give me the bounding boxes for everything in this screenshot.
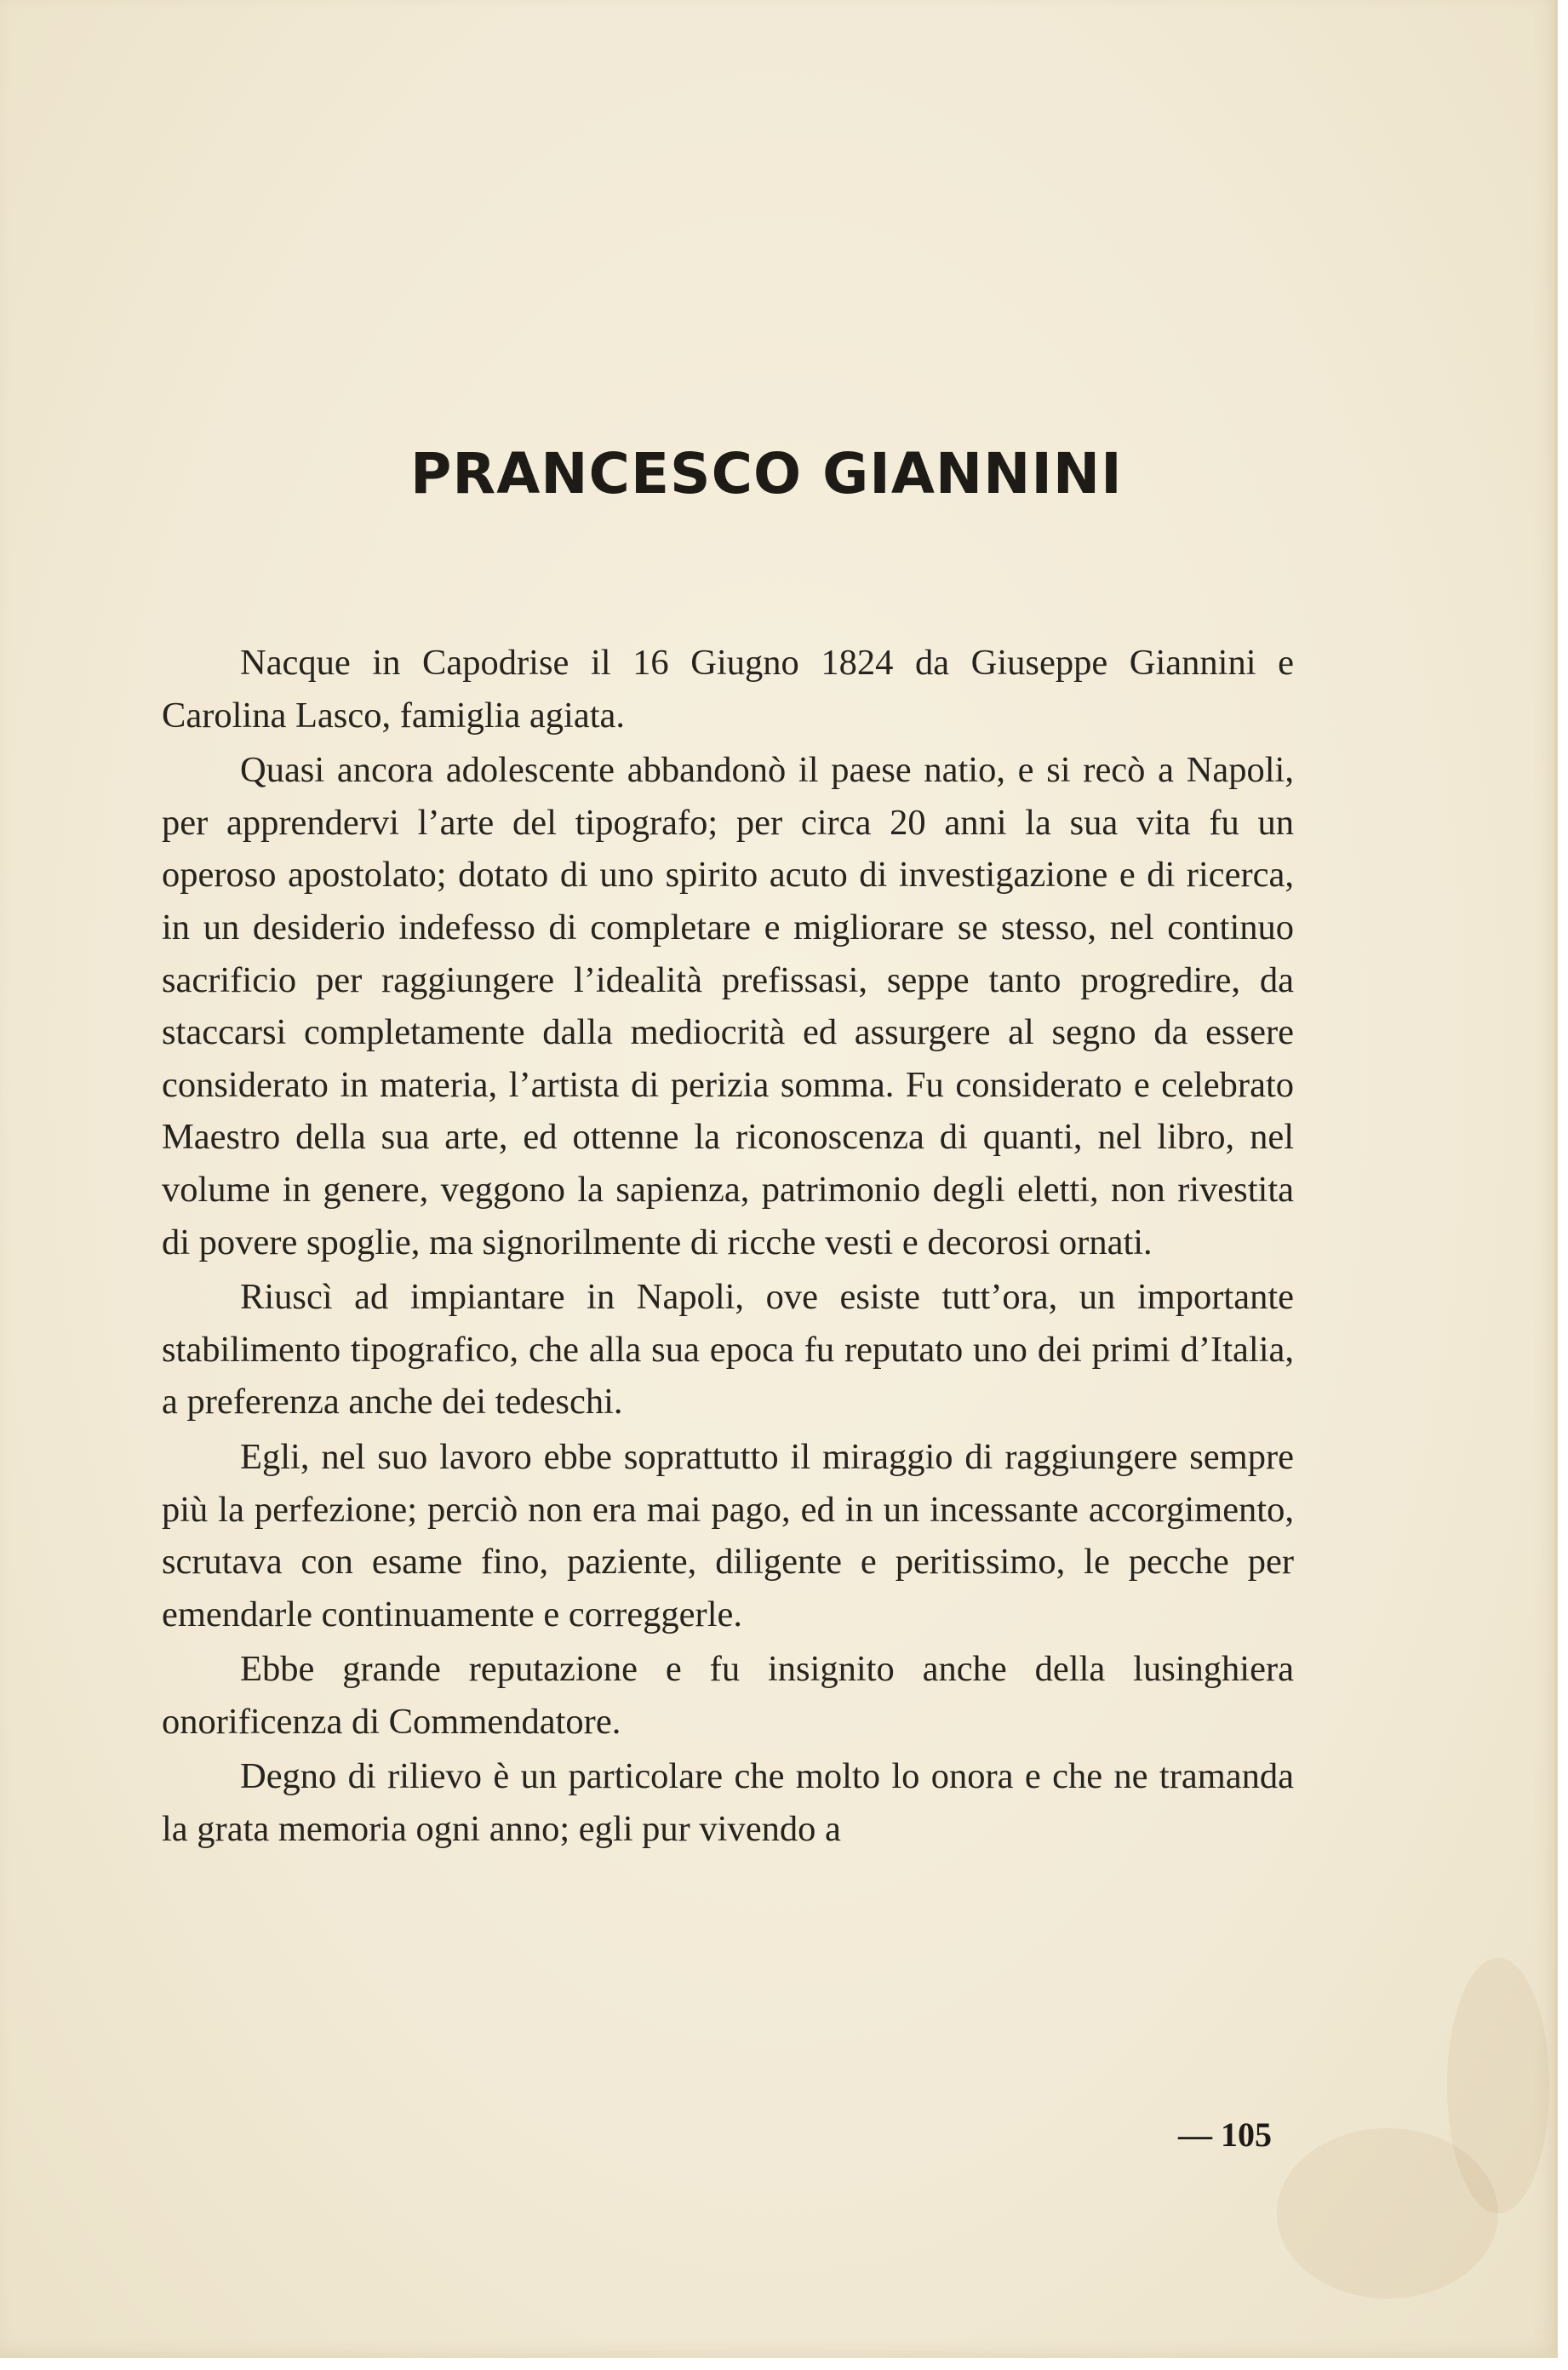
- chapter-title: PRANCESCO GIANNINI: [410, 441, 1123, 507]
- paragraph: Egli, nel suo lavoro ebbe soprattutto il miraggio di raggiungere sempre più la perfezione; perciò non era mai pago, ed in un incessante accorgimento, scrutava con esame fino, paziente, diligente e peritissimo, le pecche per emendarle continuamente e correggerle.: [162, 1436, 1294, 1634]
- page-number: — 105: [1178, 2115, 1272, 2154]
- paper-stain: [1447, 1958, 1549, 2213]
- paragraph: Degno di rilievo è un particolare che molto lo onora e che ne tramanda la grata memoria ogni anno; egli pur vivendo a: [162, 1756, 1294, 1850]
- body-text: [162, 637, 1294, 1858]
- paragraph: Quasi ancora adolescente abbandonò il paese natio, e si recò a Napoli, per apprendervi l’arte del tipografo; per circa 20 anni la sua vita fu un operoso apostolato; dotato di uno spirito acuto di investigazione e di ricerca, in un desiderio indefesso di completare e migliorare se stesso, nel continuo sacrificio per raggiungere l’idealità prefissasi, seppe tanto progredire, da staccarsi completamente dalla mediocrità ed assurgere al segno da essere considerato in materia, l’artista di perizia somma. Fu considerato e celebrato Maestro della sua arte, ed ottenne la riconoscenza di quanti, nel libro, nel volume in genere, veggono la sapienza, patrimonio degli eletti, non rivestita di povere spoglie, ma signorilmente di ricche vesti e decorosi ornati.: [162, 750, 1294, 1262]
- paragraph: Nacque in Capodrise il 16 Giugno 1824 da Giuseppe Giannini e Carolina Lasco, famiglia agiata.: [162, 643, 1294, 736]
- paragraph: Ebbe grande reputazione e fu insignito anche della lusinghiera onorificenza di Commendatore.: [162, 1649, 1294, 1742]
- paragraph: Riuscì ad impiantare in Napoli, ove esiste tutt’ora, un importante stabilimento tipografico, che alla sua epoca fu reputato uno dei primi d’Italia, a preferenza anche dei tedeschi.: [162, 1277, 1294, 1423]
